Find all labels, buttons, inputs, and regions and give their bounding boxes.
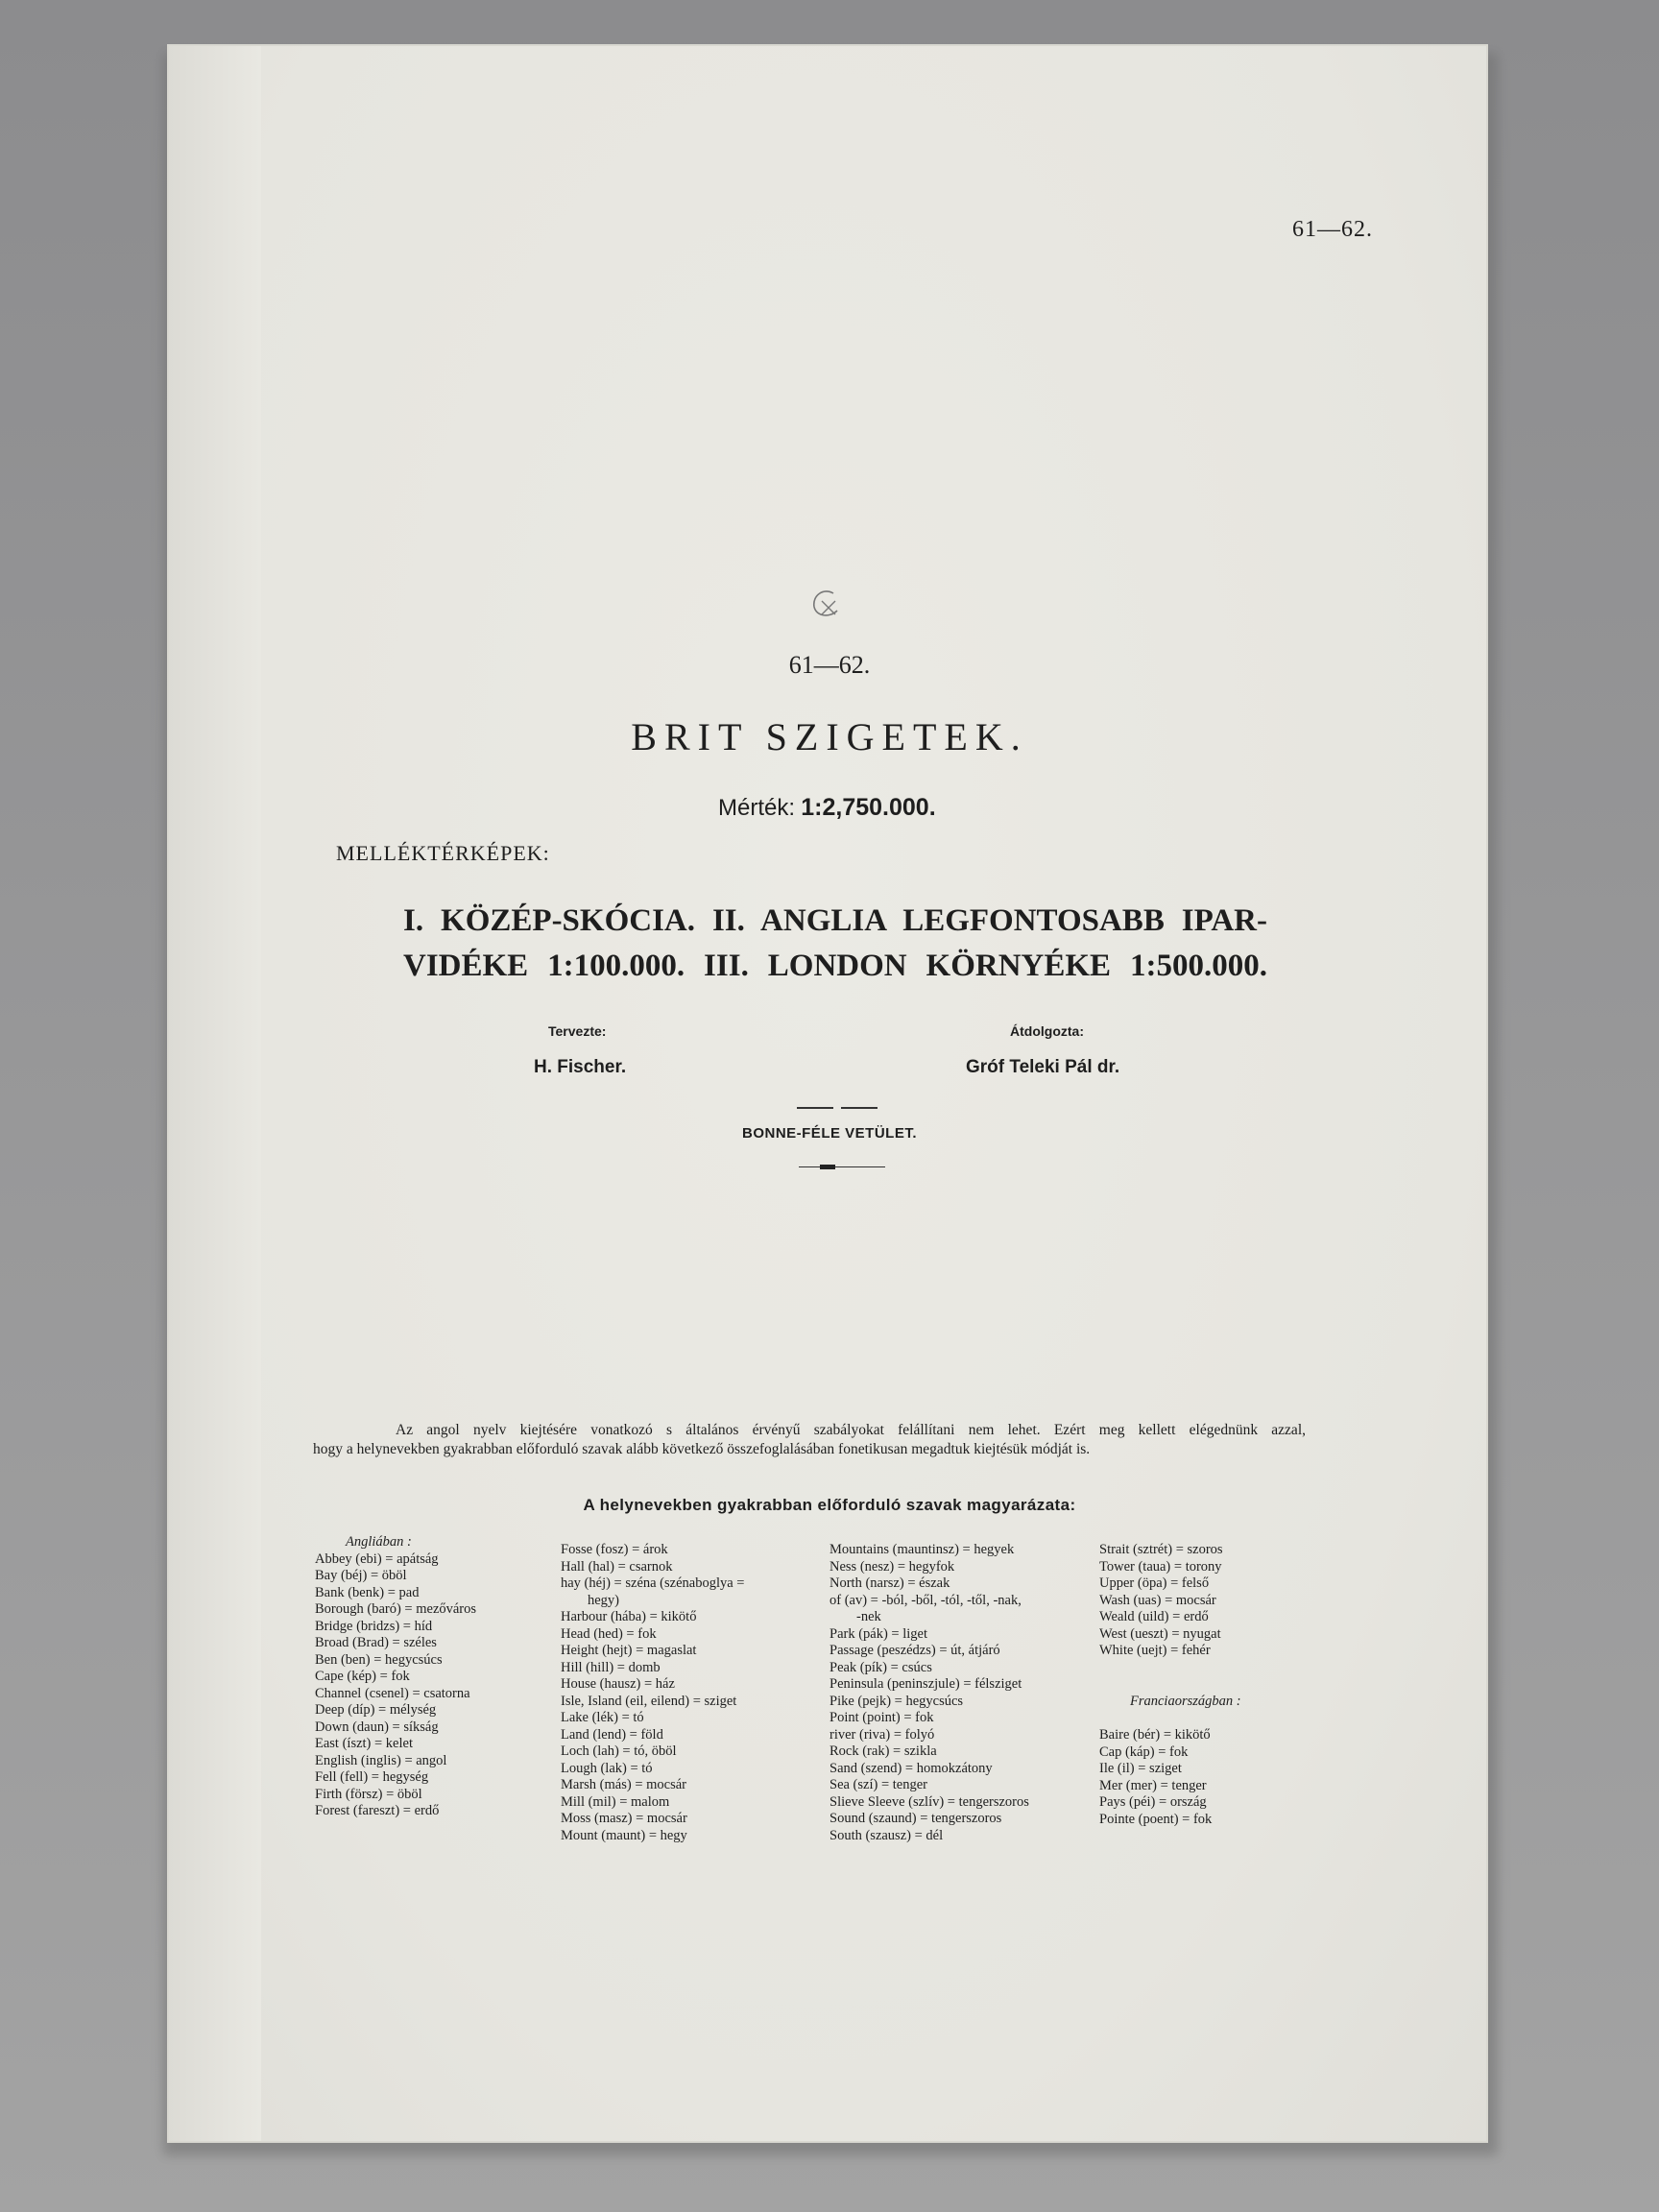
reviser-label: Átdolgozta: — [1010, 1023, 1084, 1039]
insets-list — [403, 899, 1267, 989]
glossary-entry: Lough (lak) = tó — [561, 1760, 653, 1776]
glossary-column-2 — [561, 1542, 744, 1844]
glossary-entry: Height (hejt) = magaslat — [561, 1643, 697, 1658]
glossary-entry: Mill (mil) = malom — [561, 1793, 670, 1810]
glossary-column-3 — [830, 1542, 1029, 1844]
glossary-entry: Hill (hill) = domb — [561, 1659, 661, 1675]
scale-line — [718, 794, 936, 822]
glossary-entry: English (inglis) = angol — [315, 1752, 447, 1768]
glossary-entry: Ben (ben) = hegycsúcs — [315, 1651, 443, 1668]
glossary-entry: Fosse (fosz) = árok — [561, 1542, 668, 1557]
glossary-entry: Strait (sztrét) = szoros — [1099, 1542, 1223, 1557]
divider-rule — [797, 1107, 833, 1109]
glossary-entry: hay (héj) = széna (szénaboglya = — [561, 1575, 745, 1591]
projection-note: BONNE-FÉLE VETÜLET. — [741, 1125, 917, 1142]
glossary-entry: Passage (peszédzs) = út, átjáró — [830, 1643, 1000, 1658]
glossary-entry: Pointe (poent) = fok — [1099, 1811, 1213, 1827]
glossary-entry: Wash (uas) = mocsár — [1099, 1592, 1216, 1608]
glossary-entry: Point (point) = fok — [830, 1710, 934, 1725]
glossary-entry: Upper (öpa) = felső — [1099, 1575, 1210, 1591]
corner-page-number: 61—62. — [1292, 217, 1373, 242]
glossary-column-4 — [1099, 1542, 1223, 1660]
glossary-entry: Sea (szí) = tenger — [830, 1777, 927, 1792]
glossary-entry: Tower (taua) = torony — [1099, 1558, 1222, 1575]
glossary-entry: Harbour (hába) = kikötő — [561, 1609, 697, 1624]
glossary-subheading: Franciaországban : — [1130, 1694, 1241, 1709]
glossary-column-1 — [315, 1534, 476, 1820]
glossary-entry: Ile (il) = sziget — [1099, 1761, 1182, 1776]
glossary-entry: Bank (benk) = pad — [315, 1584, 420, 1600]
scale-label: Mérték: — [718, 795, 796, 821]
glossary-entry: Peak (pík) = csúcs — [830, 1659, 932, 1675]
scale-value: 1:2,750.000. — [801, 794, 936, 821]
glossary-entry: Cape (kép) = fok — [315, 1669, 410, 1684]
glossary-entry: Down (daun) = síkság — [315, 1719, 439, 1735]
divider-rule — [841, 1107, 878, 1109]
glossary-entry: Ness (nesz) = hegyfok — [830, 1558, 955, 1575]
glossary-entry: Loch (lah) = tó, öböl — [561, 1743, 677, 1759]
glossary-entry: Marsh (más) = mocsár — [561, 1777, 686, 1792]
intro-line: Az angol nyelv kiejtésére vonatkozó s általános érvényű szabályokat felállítani nem lehet. Ezért meg kellett elégednünk azzal, — [396, 1422, 1306, 1438]
glossary-entry: Bay (béj) = öböl — [315, 1568, 407, 1583]
designer-name: H. Fischer. — [534, 1057, 627, 1077]
glossary-entry: Hall (hal) = csarnok — [561, 1558, 673, 1575]
glossary-entry: White (uejt) = fehér — [1099, 1643, 1211, 1658]
glossary-entry: Channel (csenel) = csatorna — [315, 1685, 470, 1701]
insets-line: I. KÖZÉP-SKÓCIA. II. ANGLIA LEGFONTOSABB IPAR- — [403, 903, 1267, 938]
glossary-entry: Sound (szaund) = tengerszoros — [830, 1811, 1002, 1826]
glossary-entry: Borough (baró) = mezőváros — [315, 1601, 477, 1617]
glossary-entry: Mountains (mauntinsz) = hegyek — [830, 1542, 1015, 1557]
glossary-entry: Forest (fareszt) = erdő — [315, 1803, 440, 1818]
glossary-entry: South (szausz) = dél — [830, 1827, 944, 1843]
glossary-entry: Moss (masz) = mocsár — [561, 1811, 687, 1826]
sheet-binding-edge — [169, 46, 262, 2141]
glossary-entry: Mount (maunt) = hegy — [561, 1827, 687, 1843]
glossary-subheading: Angliában : — [346, 1534, 412, 1550]
glossary-entry: river (riva) = folyó — [830, 1726, 935, 1743]
glossary-heading: A helynevekben gyakrabban előforduló szavak magyarázata: — [583, 1496, 1076, 1514]
page-title: BRIT SZIGETEK. — [631, 715, 1028, 758]
divider-ornament — [820, 1165, 835, 1169]
glossary-entry: Pike (pejk) = hegycsúcs — [830, 1693, 964, 1709]
insets-line: VIDÉKE 1:100.000. III. LONDON KÖRNYÉKE 1:500.000. — [403, 949, 1267, 983]
glossary-entry: Slieve Sleeve (szlív) = tengerszoros — [830, 1793, 1029, 1810]
glossary-entry: Baire (bér) = kikötő — [1099, 1727, 1211, 1743]
glossary-entry: of (av) = -ból, -ből, -tól, -től, -nak, — [830, 1592, 1022, 1608]
glossary-entry-continued: -nek — [856, 1609, 881, 1624]
map-cover-sheet — [167, 44, 1488, 2143]
map-number: 61—62. — [788, 651, 871, 679]
insets-label: MELLÉKTÉRKÉPEK: — [336, 841, 550, 865]
glossary-entry: Head (hed) = fok — [561, 1625, 657, 1642]
glossary-entry: House (hausz) = ház — [561, 1676, 675, 1692]
glossary-entry: Park (pák) = liget — [830, 1625, 927, 1642]
glossary-entry: East (íszt) = kelet — [315, 1736, 413, 1751]
glossary-entry: Fell (fell) = hegység — [315, 1769, 429, 1785]
divider-rule — [799, 1166, 885, 1167]
glossary-entry: Sand (szend) = homokzátony — [830, 1760, 993, 1776]
glossary-entry: Lake (lék) = tó — [561, 1710, 644, 1725]
glossary-entry: Firth (försz) = öböl — [315, 1786, 422, 1802]
glossary-entry: Weald (uild) = erdő — [1099, 1609, 1209, 1624]
glossary-entry: Pays (péi) = ország — [1099, 1794, 1207, 1810]
glossary-entry: Peninsula (peninszjule) = félsziget — [830, 1676, 1022, 1692]
glossary-entry: Abbey (ebi) = apátság — [315, 1551, 439, 1567]
reviser-name: Gróf Teleki Pál dr. — [966, 1057, 1120, 1077]
glossary-entry: Deep (díp) = mélység — [315, 1702, 437, 1718]
glossary-entry: Isle, Island (eil, eilend) = sziget — [561, 1693, 737, 1709]
glossary-entry: Bridge (bridzs) = híd — [315, 1618, 433, 1634]
intro-line: hogy a helynevekben gyakrabban előforduló szavak alább következő összefoglalásában fonetikusan megadtuk kiejtésük módját is. — [313, 1441, 1091, 1457]
designer-label: Tervezte: — [548, 1023, 607, 1039]
spacer — [1099, 1711, 1241, 1728]
glossary-entry: West (ueszt) = nyugat — [1099, 1625, 1221, 1642]
glossary-column-4-france — [1099, 1694, 1241, 1828]
glossary-entry: Broad (Brad) = széles — [315, 1635, 437, 1650]
glossary-entry: North (narsz) = észak — [830, 1575, 950, 1591]
glossary-entry: Land (lend) = föld — [561, 1726, 663, 1743]
glossary-entry: Mer (mer) = tenger — [1099, 1777, 1207, 1793]
pronunciation-intro — [313, 1421, 1306, 1459]
glossary-entry-continued: hegy) — [588, 1592, 620, 1608]
pencil-mark-icon — [806, 586, 845, 624]
glossary-entry: Cap (káp) = fok — [1099, 1743, 1189, 1760]
glossary-entry: Rock (rak) = szikla — [830, 1743, 937, 1759]
